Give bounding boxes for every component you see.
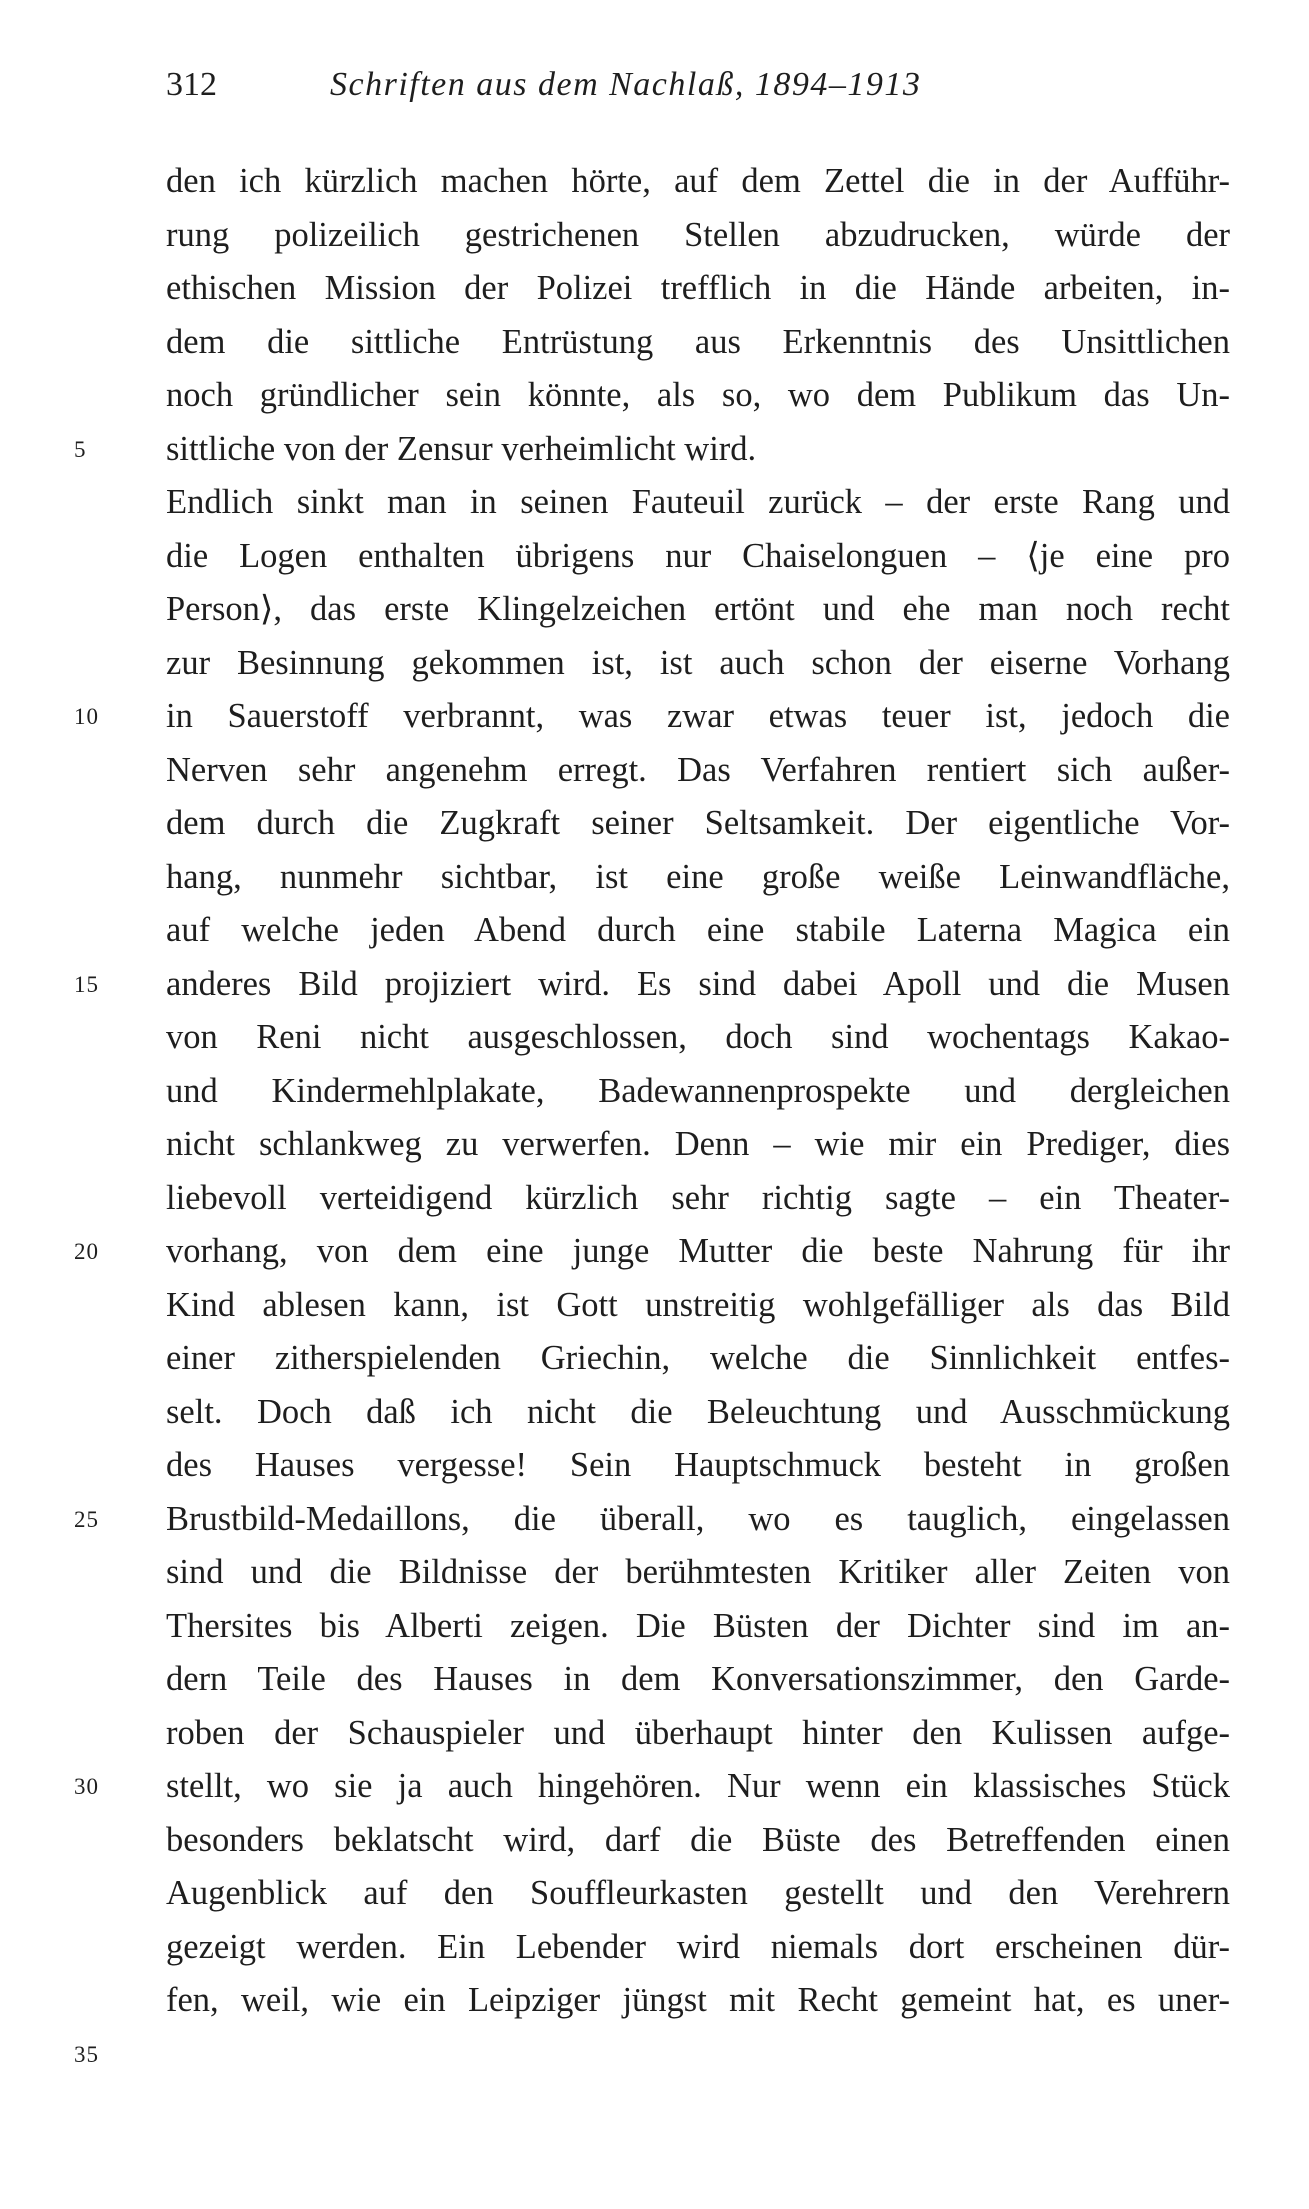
line-text: die Logen enthalten übrigens nur Chaiselonguen – ⟨je eine pro bbox=[166, 536, 1230, 575]
text-line bbox=[166, 262, 1230, 316]
line-text: selt. Doch daß ich nicht die Beleuchtung und Ausschmückung bbox=[166, 1392, 1230, 1431]
line-number: 25 bbox=[74, 1506, 99, 1532]
line-text: vorhang, von dem eine junge Mutter die beste Nahrung für ihr bbox=[166, 1232, 1230, 1270]
line-text: zur Besinnung gekommen ist, ist auch schon der eiserne Vorhang bbox=[166, 643, 1230, 682]
text-line bbox=[166, 1118, 1230, 1172]
line-text: sittliche von der Zensur verheimlicht wird. bbox=[166, 429, 757, 468]
text-line bbox=[166, 1867, 1230, 1921]
text-line bbox=[166, 1065, 1230, 1119]
line-text: noch gründlicher sein könnte, als so, wo dem Publikum das Un- bbox=[166, 376, 1230, 414]
text-line bbox=[166, 958, 1230, 1012]
running-title: Schriften aus dem Nachlaß, 1894–1913 bbox=[330, 66, 922, 103]
text-line bbox=[166, 1760, 1230, 1814]
line-number: 30 bbox=[74, 1774, 99, 1799]
line-text: Endlich sinkt man in seinen Fauteuil zurück – der erste Rang und bbox=[166, 483, 1230, 521]
line-text: hang, nunmehr sichtbar, ist eine große weiße Leinwandfläche, bbox=[166, 857, 1230, 896]
text-line bbox=[166, 476, 1230, 530]
line-text: anderes Bild projiziert wird. Es sind dabei Apoll und die Musen bbox=[166, 964, 1230, 1003]
line-text: dern Teile des Hauses in dem Konversationszimmer, den Garde- bbox=[166, 1660, 1230, 1698]
text-line bbox=[166, 1921, 1230, 1975]
text-line bbox=[166, 1493, 1230, 1547]
line-number: 10 bbox=[74, 704, 99, 729]
text-line bbox=[166, 851, 1230, 905]
text-line bbox=[166, 1279, 1230, 1333]
line-text: Nerven sehr angenehm erregt. Das Verfahren rentiert sich außer- bbox=[166, 750, 1230, 789]
line-text: dem durch die Zugkraft seiner Seltsamkeit. Der eigentliche Vor- bbox=[166, 804, 1230, 842]
line-number: 5 bbox=[74, 436, 87, 462]
text-line bbox=[166, 423, 1230, 477]
line-text: Thersites bis Alberti zeigen. Die Büsten der Dichter sind im an- bbox=[166, 1606, 1230, 1645]
line-text: fen, weil, wie ein Leipziger jüngst mit Recht gemeint hat, es uner- bbox=[166, 1981, 1230, 2019]
text-line bbox=[166, 530, 1230, 584]
text-line bbox=[166, 1600, 1230, 1654]
line-text: auf welche jeden Abend durch eine stabile Laterna Magica ein bbox=[166, 911, 1230, 949]
line-text: einer zitherspielenden Griechin, welche die Sinnlichkeit entfes- bbox=[166, 1339, 1230, 1377]
line-text: sind und die Bildnisse der berühmtesten Kritiker aller Zeiten von bbox=[166, 1553, 1230, 1591]
line-text: nicht schlankweg zu verwerfen. Denn – wie mir ein Prediger, dies bbox=[166, 1125, 1230, 1163]
text-line bbox=[166, 1546, 1230, 1600]
line-text: dem die sittliche Entrüstung aus Erkenntnis des Unsittlichen bbox=[166, 322, 1230, 361]
line-text: roben der Schauspieler und überhaupt hinter den Kulissen aufge- bbox=[166, 1713, 1230, 1752]
line-text: Person⟩, das erste Klingelzeichen ertönt und ehe man noch recht bbox=[166, 590, 1230, 628]
line-text: ethischen Mission der Polizei trefflich in die Hände arbeiten, in- bbox=[166, 269, 1230, 307]
text-line bbox=[166, 209, 1230, 263]
line-text: liebevoll verteidigend kürzlich sehr richtig sagte – ein Theater- bbox=[166, 1178, 1230, 1217]
line-number: 35 bbox=[74, 2041, 99, 2067]
line-text: besonders beklatscht wird, darf die Büste des Betreffenden einen bbox=[166, 1820, 1230, 1859]
text-line bbox=[166, 1332, 1230, 1386]
line-text: und Kindermehlplakate, Badewannenprospekte und dergleichen bbox=[166, 1071, 1230, 1110]
line-text: in Sauerstoff verbrannt, was zwar etwas teuer ist, jedoch die bbox=[166, 697, 1230, 735]
text-line bbox=[166, 797, 1230, 851]
text-line bbox=[166, 1386, 1230, 1440]
text-line bbox=[166, 1653, 1230, 1707]
text-line bbox=[166, 1225, 1230, 1279]
body-text bbox=[74, 155, 1230, 2067]
line-text: Augenblick auf den Souffleurkasten gestellt und den Verehrern bbox=[166, 1874, 1230, 1912]
text-line bbox=[166, 583, 1230, 637]
text-line bbox=[166, 744, 1230, 798]
text-line bbox=[166, 1011, 1230, 1065]
line-text: Brustbild-Medaillons, die überall, wo es tauglich, eingelassen bbox=[166, 1499, 1230, 1538]
line-text: rung polizeilich gestrichenen Stellen abzudrucken, würde der bbox=[166, 215, 1230, 254]
line-number: 15 bbox=[74, 971, 99, 997]
text-line bbox=[166, 316, 1230, 370]
page-number: 312 bbox=[166, 66, 217, 103]
line-text: den ich kürzlich machen hörte, auf dem Zettel die in der Aufführ- bbox=[166, 162, 1230, 200]
line-text: Kind ablesen kann, ist Gott unstreitig wohlgefälliger als das Bild bbox=[166, 1285, 1230, 1324]
line-text: von Reni nicht ausgeschlossen, doch sind wochentags Kakao- bbox=[166, 1018, 1230, 1056]
line-text: gezeigt werden. Ein Lebender wird niemals dort erscheinen dür- bbox=[166, 1927, 1230, 1966]
line-text: stellt, wo sie ja auch hingehören. Nur wenn ein klassisches Stück bbox=[166, 1767, 1230, 1805]
text-line bbox=[166, 1814, 1230, 1868]
text-line bbox=[166, 690, 1230, 744]
line-text: des Hauses vergesse! Sein Hauptschmuck besteht in großen bbox=[166, 1446, 1230, 1484]
line-number: 20 bbox=[74, 1239, 99, 1264]
text-line bbox=[74, 1974, 1230, 2067]
text-line bbox=[166, 155, 1230, 209]
